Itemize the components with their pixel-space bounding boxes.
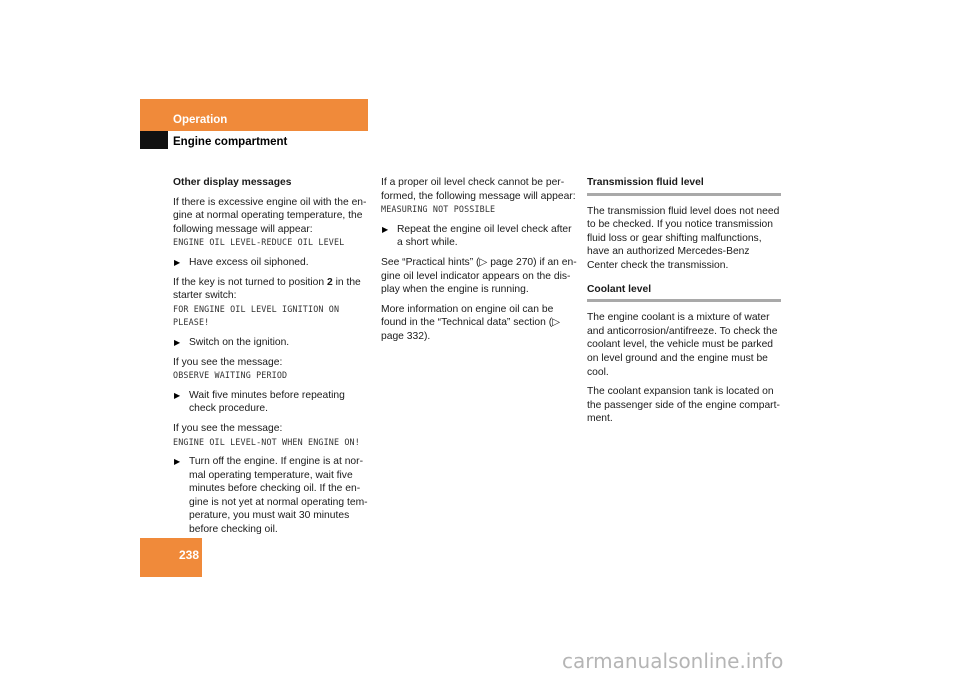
display-message: ENGINE OIL LEVEL-REDUCE OIL LEVEL [173, 237, 345, 248]
list-item: ▶ Wait five minutes before repeating check procedure. [174, 389, 345, 415]
triangle-right-icon: ▶ [174, 457, 181, 467]
section-title: Operation [173, 114, 228, 126]
display-message: ENGINE OIL LEVEL-NOT WHEN ENGINE ON! [173, 436, 360, 447]
page-number: 238 [178, 548, 199, 562]
paragraph: See “Practical hints” (▷ page 270) if an en-gine oil level indicator appears on the dis-play when the engine is running. [381, 256, 577, 296]
transmission-heading: Transmission fluid level [587, 176, 781, 196]
coolant-heading: Coolant level [587, 283, 781, 303]
list-item: ▶ Have excess oil siphoned. [174, 256, 309, 268]
other-messages-heading: Other display messages [173, 177, 292, 188]
display-message: OBSERVE WAITING PERIOD [173, 370, 288, 381]
column-2 [381, 176, 577, 350]
paragraph: The transmission fluid level does not need to be checked. If you notice transmission fluid loss or gear shifting malfunctions, have an authorized Mercedes-Benz Center check the transmission. [587, 205, 780, 271]
triangle-right-icon: ▶ [174, 337, 181, 347]
paragraph: If there is excessive engine oil with the en-gine at normal operating temperature, the following message will appear: ENGINE OIL LEVEL-REDUCE OIL LEVEL [173, 196, 367, 248]
column-3 [587, 176, 781, 432]
display-message: MEASURING NOT POSSIBLE [381, 204, 496, 215]
paragraph: More information on engine oil can be found in the “Technical data” section (▷ page 332). [381, 303, 561, 342]
list-item: ▶ Switch on the ignition. [174, 336, 290, 348]
paragraph: The coolant expansion tank is located on the passenger side of the engine compart-ment. [587, 386, 780, 425]
section-marker [140, 131, 168, 149]
display-message: FOR ENGINE OIL LEVEL IGNITION ON PLEASE! [173, 303, 340, 328]
paragraph: If a proper oil level check cannot be per-formed, the following message will appear: MEASURING NOT POSSIBLE [381, 177, 576, 215]
paragraph: If you see the message: OBSERVE WAITING PERIOD [173, 356, 288, 381]
triangle-right-icon: ▶ [174, 257, 181, 267]
list-item: ▶ Turn off the engine. If engine is at nor-mal operating temperature, wait five minutes before checking oil. If the en-gine is not yet at normal operating tem-perature, you must wait 30 minutes before checking oil. [174, 456, 368, 536]
paragraph: The engine coolant is a mixture of water and anticorrosion/antifreeze. To check the coolant level, the vehicle must be parked on level ground and the engine must be cool. [587, 312, 778, 378]
watermark: carmanualsonline.info [562, 649, 784, 673]
paragraph: If you see the message: ENGINE OIL LEVEL-NOT WHEN ENGINE ON! [173, 422, 360, 447]
paragraph: If the key is not turned to position 2 in the starter switch: FOR ENGINE OIL LEVEL IGNITION ON PLEASE! [173, 276, 361, 328]
triangle-right-icon: ▶ [382, 224, 389, 234]
column-1 [173, 176, 369, 543]
triangle-right-icon: ▶ [174, 390, 181, 400]
list-item: ▶ Repeat the engine oil level check after a short while. [382, 223, 572, 249]
subsection-title: Engine compartment [173, 136, 288, 148]
